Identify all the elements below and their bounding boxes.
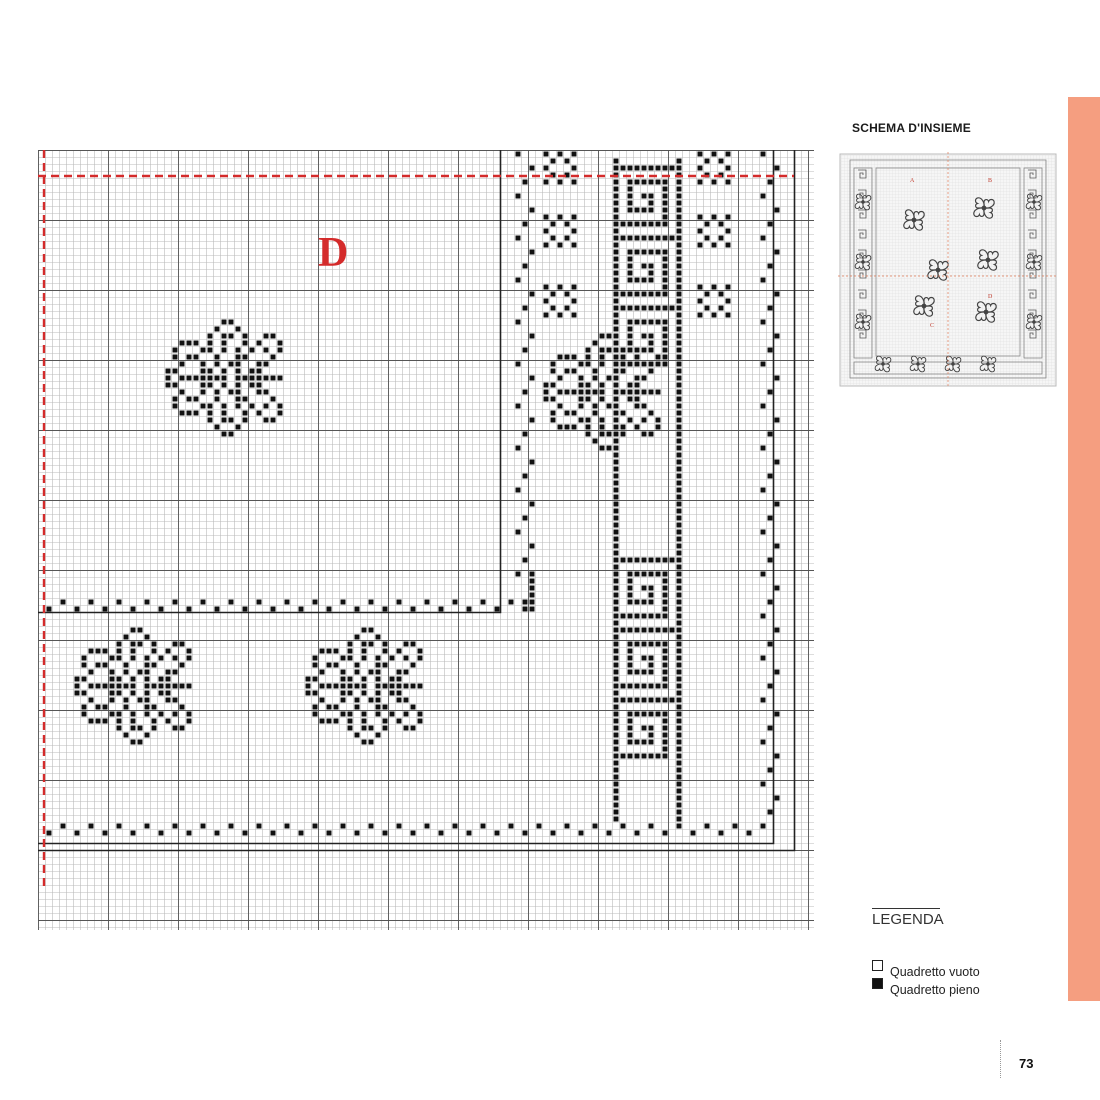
page-number: 73	[1019, 1056, 1034, 1071]
legend-label-filled: Quadretto pieno	[890, 983, 980, 997]
filled-square-icon	[872, 978, 883, 989]
page-number-separator	[1000, 1040, 1001, 1078]
filet-crochet-chart	[38, 150, 814, 930]
overview-thumbnail[interactable]	[838, 152, 1058, 388]
overview-label-c: C	[930, 323, 935, 329]
overview-label-a: A	[910, 178, 915, 184]
legend-item-filled	[872, 969, 980, 997]
chart-grid-minor	[38, 150, 814, 930]
section-letter: D	[318, 230, 349, 276]
legend-title: LEGENDA	[872, 911, 944, 928]
overview-label-d: D	[988, 294, 993, 300]
legend-label-empty: Quadretto vuoto	[890, 965, 980, 979]
schema-title: SCHEMA D'INSIEME	[852, 121, 971, 135]
side-color-band	[1068, 97, 1100, 1001]
chart-grid-major	[38, 150, 814, 930]
legend-rule	[872, 908, 940, 909]
overview-label-b: B	[988, 178, 993, 184]
